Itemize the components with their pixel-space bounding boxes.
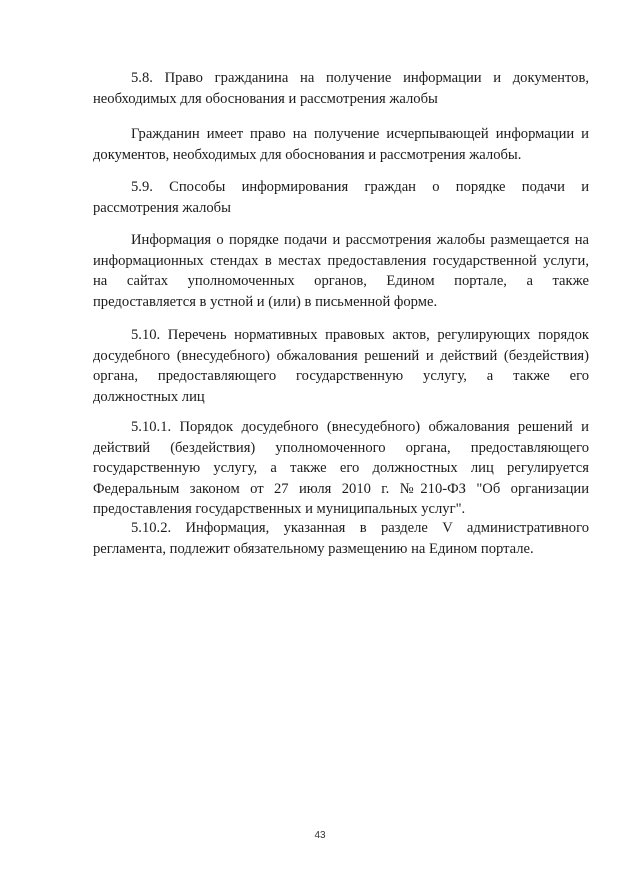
text-line: регламента, подлежит обязательному размещению на Едином портале. xyxy=(93,540,534,557)
section-5-9-body xyxy=(93,230,589,312)
text-line: государственную услугу, а также его должностных лиц регулируется xyxy=(93,460,589,476)
text-line: 5.9. Способы информирования граждан о порядке подачи и xyxy=(131,179,589,195)
text-line: действий (бездействия) уполномоченного органа, предоставляющего xyxy=(93,439,589,456)
text-line: документов, необходимых для обоснования и рассмотрения жалобы. xyxy=(93,146,522,163)
text-line: 5.10.1. Порядок досудебного (внесудебного) обжалования решений и xyxy=(131,419,589,435)
section-5-10-2 xyxy=(93,518,589,559)
text-line: рассмотрения жалобы xyxy=(93,199,231,216)
text-line: 5.8. Право гражданина на получение информации и документов, xyxy=(131,70,589,86)
section-5-10-heading xyxy=(93,325,589,407)
text-line: информационных стендах в местах предоставления государственной услуги, xyxy=(93,252,589,269)
text-line: предоставления государственных и муниципальных услуг". xyxy=(93,501,466,517)
text-line: предоставляется в устной и (или) в письменной форме. xyxy=(93,293,438,310)
text-line: 5.10. Перечень нормативных правовых актов, регулирующих порядок xyxy=(131,327,589,343)
text-line: Федеральным законом от 27 июля 2010 г. №210-ФЗ "Об организации xyxy=(93,480,589,497)
text-line: досудебного (внесудебного) обжалования решений и действий (бездействия) xyxy=(93,347,589,364)
section-5-8-body xyxy=(93,124,589,165)
section-5-9-heading xyxy=(93,177,589,218)
text-line: 5.10.2. Информация, указанная в разделе V административного xyxy=(131,520,589,536)
text-line: необходимых для обоснования и рассмотрения жалобы xyxy=(93,90,438,107)
text-line: должностных лиц xyxy=(93,388,205,405)
section-5-8-heading xyxy=(93,68,589,109)
text-line: Гражданин имеет право на получение исчерпывающей информации и xyxy=(131,126,589,142)
page-number: 43 xyxy=(314,830,326,841)
text-line: органа, предоставляющего государственную услугу, а также его xyxy=(93,368,589,384)
section-5-10-1 xyxy=(93,417,589,520)
text-line: Информация о порядке подачи и рассмотрения жалобы размещается на xyxy=(131,232,589,248)
text-line: на сайтах уполномоченных органов, Едином портале, а также xyxy=(93,273,589,289)
